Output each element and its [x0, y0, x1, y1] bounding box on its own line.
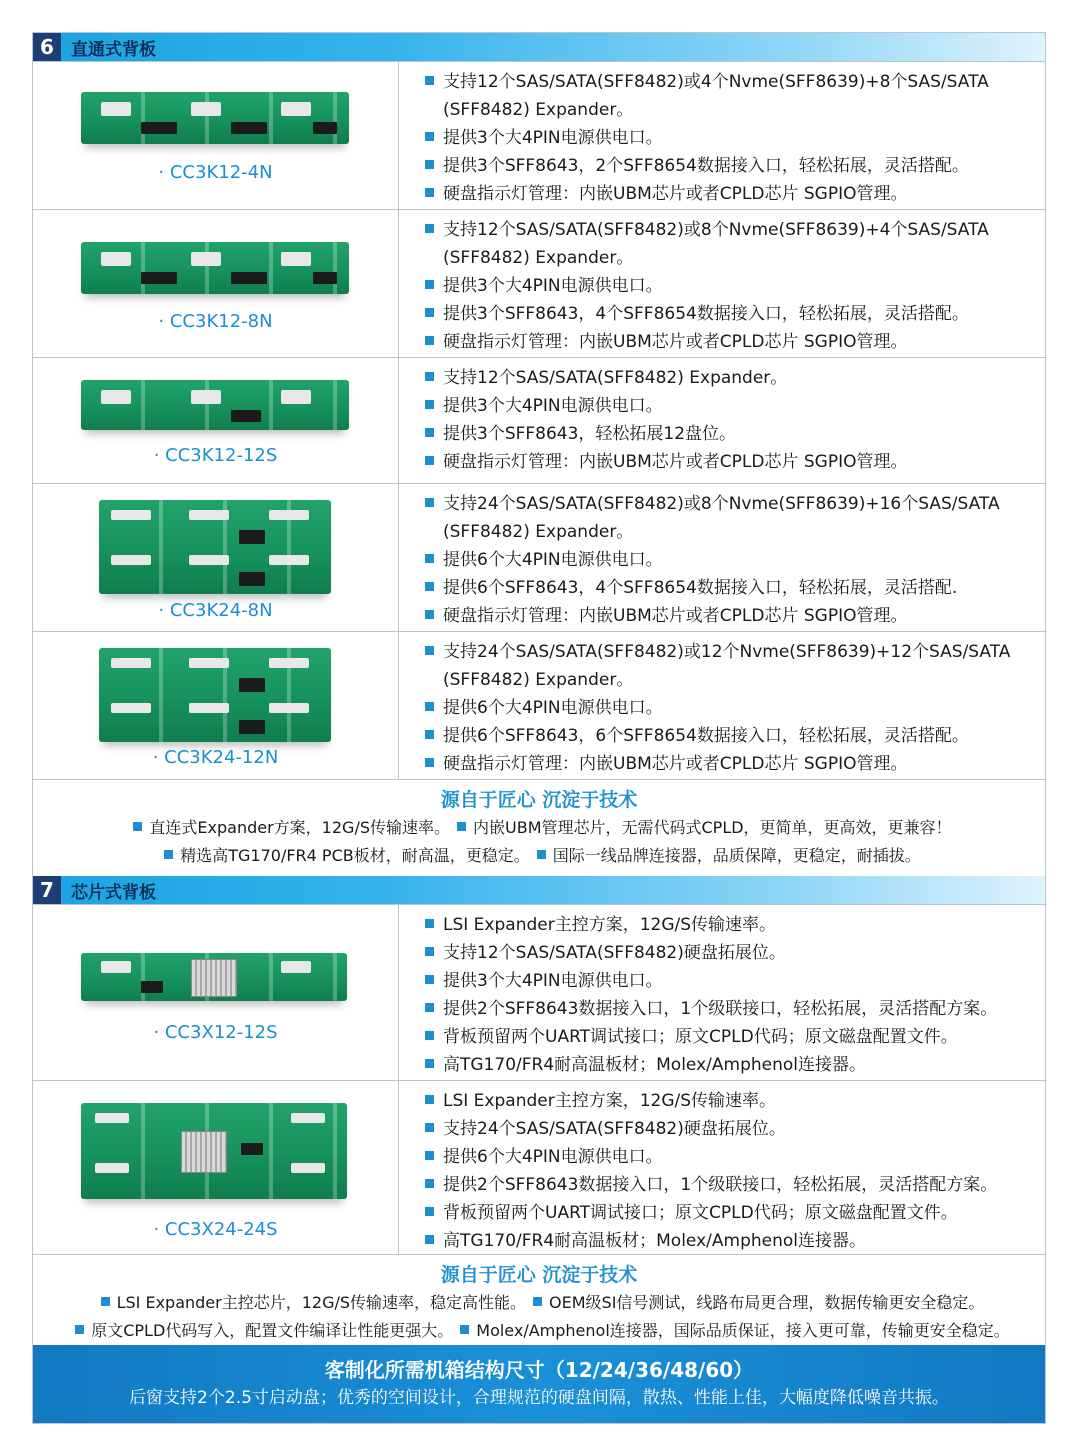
product-model: · CC3K24-8N: [158, 600, 273, 621]
feature-item: 硬盘指示灯管理：内嵌UBM芯片或者CPLD芯片 SGPIO管理。: [425, 750, 1039, 778]
product-model: · CC3K12-8N: [158, 311, 273, 332]
product-row: [33, 483, 1045, 631]
feature-list: [425, 216, 1039, 356]
feature-list: [425, 638, 1039, 778]
feature-item: 硬盘指示灯管理：内嵌UBM芯片或者CPLD芯片 SGPIO管理。: [425, 328, 1039, 356]
feature-item: 支持12个SAS/SATA(SFF8482)硬盘拓展位。: [425, 939, 1039, 967]
feature-item: 背板预留两个UART调试接口；原文CPLD代码；原文磁盘配置文件。: [425, 1199, 1039, 1227]
catalog-frame: [32, 32, 1046, 1424]
feature-item: (SFF8482) Expander。: [443, 522, 634, 542]
backplane-board-image: [81, 380, 349, 430]
feature-item: 高TG170/FR4耐高温板材；Molex/Amphenol连接器。: [425, 1227, 1039, 1255]
product-row: [33, 1080, 1045, 1254]
product-row: [33, 904, 1045, 1080]
product-model: · CC3K12-4N: [158, 162, 273, 183]
footer-subtitle: 后窗支持2个2.5寸启动盘；优秀的空间设计，合理规范的硬盘间隔，散热、性能上佳，大幅度降低噪音共振。: [129, 1388, 949, 1408]
section-header: [33, 33, 1045, 61]
panel-line: 直连式Expander方案，12G/S传输速率。 内嵌UBM管理芯片，无需代码式CPLD，更简单，更高效，更兼容！: [33, 814, 1045, 842]
panel-title: 源自于匠心 沉淀于技术: [440, 1264, 638, 1286]
product-row: [33, 61, 1045, 209]
feature-item: 支持12个SAS/SATA(SFF8482)或4个Nvme(SFF8639)+8个SAS/SATA: [425, 68, 1039, 96]
panel-line: 原文CPLD代码写入，配置文件编译让性能更强大。 Molex/Amphenol连接器，国际品质保证，接入更可靠，传输更安全稳定。: [33, 1317, 1045, 1345]
feature-item: 提供3个大4PIN电源供电口。: [425, 124, 1039, 152]
feature-item: 提供6个SFF8643，4个SFF8654数据接入口，轻松拓展，灵活搭配.: [425, 574, 1039, 602]
panel-title: 源自于匠心 沉淀于技术: [440, 789, 638, 811]
backplane-board-image: [99, 500, 331, 594]
feature-item: 硬盘指示灯管理：内嵌UBM芯片或者CPLD芯片 SGPIO管理。: [425, 180, 1039, 208]
product-model: · CC3X24-24S: [153, 1219, 278, 1240]
feature-item: 支持12个SAS/SATA(SFF8482) Expander。: [425, 364, 1039, 392]
panel-line: 精选高TG170/FR4 PCB板材，耐高温，更稳定。 国际一线品牌连接器，品质保障，更稳定，耐插拔。: [33, 842, 1045, 870]
feature-item: 提供6个大4PIN电源供电口。: [425, 1143, 1039, 1171]
feature-item: (SFF8482) Expander。: [443, 670, 634, 690]
feature-item: 支持24个SAS/SATA(SFF8482)硬盘拓展位。: [425, 1115, 1039, 1143]
product-row: [33, 209, 1045, 357]
product-image-cell: [33, 1081, 399, 1254]
backplane-board-image: [81, 242, 349, 294]
feature-item: 背板预留两个UART调试接口；原文CPLD代码；原文磁盘配置文件。: [425, 1023, 1039, 1051]
product-image-cell: [33, 632, 399, 779]
feature-item: 提供3个SFF8643，2个SFF8654数据接入口，轻松拓展，灵活搭配。: [425, 152, 1039, 180]
backplane-board-image: [99, 648, 331, 742]
feature-item: 硬盘指示灯管理：内嵌UBM芯片或者CPLD芯片 SGPIO管理。: [425, 448, 1039, 476]
backplane-board-image: [81, 953, 347, 1001]
feature-item: (SFF8482) Expander。: [443, 248, 634, 268]
footer-banner: [33, 1345, 1045, 1423]
panel-line: LSI Expander主控芯片，12G/S传输速率，稳定高性能。 OEM级SI信号测试，线路布局更合理，数据传输更安全稳定。: [33, 1289, 1045, 1317]
section-number: 7: [33, 876, 61, 904]
section-title: 芯片式背板: [71, 882, 156, 903]
feature-item: 高TG170/FR4耐高温板材；Molex/Amphenol连接器。: [425, 1051, 1039, 1079]
product-image-cell: [33, 210, 399, 357]
feature-item: 提供3个大4PIN电源供电口。: [425, 272, 1039, 300]
feature-list: [425, 68, 1039, 208]
feature-item: 支持24个SAS/SATA(SFF8482)或8个Nvme(SFF8639)+16个SAS/SATA: [425, 490, 1039, 518]
feature-item: (SFF8482) Expander。: [443, 100, 634, 120]
feature-list: [425, 911, 1039, 1079]
feature-item: 提供6个大4PIN电源供电口。: [425, 546, 1039, 574]
feature-item: 提供3个大4PIN电源供电口。: [425, 392, 1039, 420]
product-image-cell: [33, 905, 399, 1080]
backplane-board-image: [81, 92, 349, 144]
feature-item: 提供6个大4PIN电源供电口。: [425, 694, 1039, 722]
feature-item: 提供3个SFF8643，4个SFF8654数据接入口，轻松拓展，灵活搭配。: [425, 300, 1039, 328]
product-row: [33, 357, 1045, 483]
feature-item: 提供3个大4PIN电源供电口。: [425, 967, 1039, 995]
product-image-cell: [33, 484, 399, 631]
feature-item: 硬盘指示灯管理：内嵌UBM芯片或者CPLD芯片 SGPIO管理。: [425, 602, 1039, 630]
feature-item: LSI Expander主控方案，12G/S传输速率。: [425, 1087, 1039, 1115]
feature-item: 支持12个SAS/SATA(SFF8482)或8个Nvme(SFF8639)+4个SAS/SATA: [425, 216, 1039, 244]
section-header: [33, 876, 1045, 904]
feature-item: 提供2个SFF8643数据接入口，1个级联接口，轻松拓展，灵活搭配方案。: [425, 995, 1039, 1023]
feature-item: 提供3个SFF8643，轻松拓展12盘位。: [425, 420, 1039, 448]
feature-item: LSI Expander主控方案，12G/S传输速率。: [425, 911, 1039, 939]
feature-item: 提供2个SFF8643数据接入口，1个级联接口，轻松拓展，灵活搭配方案。: [425, 1171, 1039, 1199]
highlight-panel: [33, 1254, 1045, 1345]
product-image-cell: [33, 358, 399, 483]
highlight-panel: [33, 779, 1045, 875]
product-row: [33, 631, 1045, 779]
feature-list: [425, 364, 1039, 476]
footer-title: 客制化所需机箱结构尺寸（12/24/36/48/60）: [324, 1358, 754, 1382]
section-number: 6: [33, 33, 61, 61]
feature-item: 支持24个SAS/SATA(SFF8482)或12个Nvme(SFF8639)+12个SAS/SATA: [425, 638, 1039, 666]
section-title: 直通式背板: [71, 39, 156, 60]
product-image-cell: [33, 62, 399, 209]
product-model: · CC3X12-12S: [153, 1022, 278, 1043]
backplane-board-image: [81, 1103, 347, 1199]
product-model: · CC3K24-12N: [152, 747, 279, 768]
product-model: · CC3K12-12S: [153, 445, 278, 466]
feature-list: [425, 1087, 1039, 1255]
feature-list: [425, 490, 1039, 630]
feature-item: 提供6个SFF8643，6个SFF8654数据接入口，轻松拓展，灵活搭配。: [425, 722, 1039, 750]
